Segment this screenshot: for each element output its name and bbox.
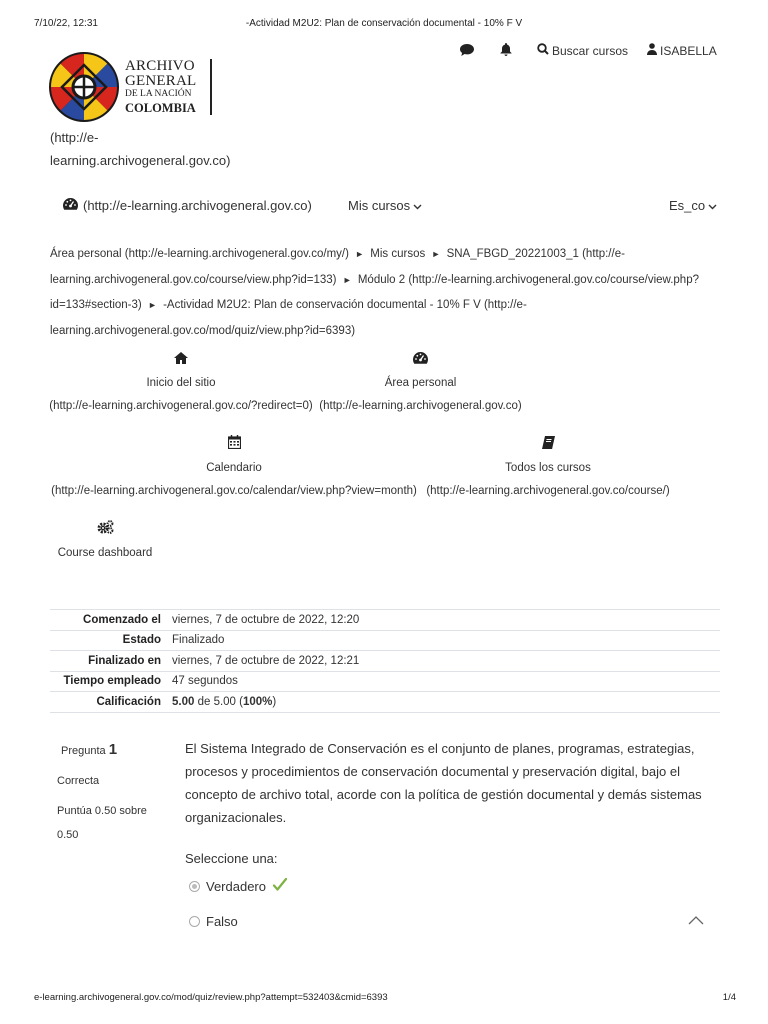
breadcrumb-item-mis-cursos[interactable]: Mis cursos [370, 248, 426, 260]
print-date: 7/10/22, 12:31 [34, 18, 98, 29]
chevron-down-icon [413, 198, 422, 213]
summary-value: 47 segundos [172, 675, 238, 688]
answer-option-verdadero[interactable] [189, 878, 287, 894]
logo-line-general: GENERAL [125, 73, 197, 89]
agn-logo[interactable] [48, 51, 218, 123]
grade-value [167, 692, 720, 713]
quicklink-personal-area[interactable] [318, 350, 523, 418]
logo-line-nacion: DE LA NACIÓN [125, 89, 192, 99]
correct-check-icon [273, 878, 287, 894]
question-status: Correcta [57, 775, 100, 787]
summary-label: Estado [122, 634, 161, 647]
table-row [50, 671, 720, 692]
question-info [57, 738, 157, 847]
grade-close: ) [272, 695, 277, 708]
quicklink-label: Calendario [206, 462, 262, 474]
user-name: ISABELLA [660, 43, 717, 58]
search-courses-link[interactable] [537, 43, 628, 58]
print-title: -Actividad M2U2: Plan de conservación documental - 10% F V [245, 18, 523, 29]
question-number [61, 738, 157, 763]
logo-line-archivo: ARCHIVO [125, 58, 195, 74]
question-number-value: 1 [108, 741, 118, 758]
breadcrumb-separator: ► [342, 274, 352, 285]
answer-label: Verdadero [206, 878, 266, 894]
quicklink-url: (http://e-learning.archivogeneral.gov.co/course/) [426, 485, 670, 497]
tachometer-icon [318, 350, 523, 368]
quicklink-label: Course dashboard [57, 547, 153, 559]
dashboard-link[interactable] [63, 198, 312, 213]
logo-divider [210, 59, 212, 115]
quicklink-label: Inicio del sitio [146, 377, 216, 389]
table-row [50, 692, 720, 713]
quicklink-site-home[interactable] [45, 350, 317, 418]
back-to-top-icon[interactable] [688, 914, 704, 928]
breadcrumb [50, 242, 720, 344]
table-row [50, 630, 720, 651]
breadcrumb-item-area-personal[interactable]: Área personal (http://e-learning.archivogeneral.gov.co/my/) [50, 248, 349, 260]
dashboard-link-label: (http://e-learning.archivogeneral.gov.co) [83, 198, 312, 213]
quicklink-course-dashboard[interactable] [55, 520, 155, 565]
calendar-icon [45, 435, 423, 453]
book-icon [423, 435, 673, 453]
question-text: El Sistema Integrado de Conservación es el conjunto de planes, programas, estrategias, procesos y procedimientos de conservación documental y preservación digital, bajo el concepto de archivo total, acorde con la política de gestión documental y demás sistemas organizacionales. [185, 741, 702, 825]
summary-value: Finalizado [172, 634, 225, 647]
home-icon [45, 350, 317, 368]
user-menu[interactable] [647, 43, 717, 58]
summary-label: Calificación [96, 695, 161, 708]
table-row [50, 651, 720, 672]
summary-value: viernes, 7 de octubre de 2022, 12:21 [172, 654, 360, 667]
breadcrumb-separator: ► [355, 249, 365, 259]
quicklink-label: Área personal [384, 377, 457, 389]
grade-score: 5.00 [172, 695, 195, 708]
agn-logo-text [125, 59, 196, 114]
cogs-icon [55, 520, 155, 538]
grade-of: de 5.00 ( [194, 695, 243, 708]
attempt-summary-table [50, 609, 720, 713]
grade-percent: 100% [242, 695, 273, 708]
chevron-down-icon [708, 198, 717, 213]
quicklink-url: (http://e-learning.archivogeneral.gov.co/?redirect=0) [49, 400, 313, 412]
breadcrumb-separator: ► [147, 300, 157, 310]
summary-value: viernes, 7 de octubre de 2022, 12:20 [172, 613, 360, 626]
radio-button[interactable] [189, 916, 200, 927]
breadcrumb-item-course[interactable]: SNA_FBGD_20221003_1 (http://e-learning.archivogeneral.gov.co/course/view.php?id=133) [50, 248, 625, 286]
table-row [50, 610, 720, 631]
language-dropdown[interactable] [669, 198, 717, 213]
summary-label: Finalizado en [88, 654, 161, 667]
print-page-number: 1/4 [722, 992, 736, 1003]
quicklink-url: (http://e-learning.archivogeneral.gov.co/calendar/view.php?view=month) [51, 485, 417, 497]
logo-line-colombia: COLOMBIA [125, 100, 196, 115]
my-courses-dropdown[interactable] [348, 198, 422, 213]
print-url: e-learning.archivogeneral.gov.co/mod/quiz/review.php?attempt=532403&cmid=6393 [34, 992, 388, 1003]
question-prompt: Seleccione una: [185, 851, 278, 866]
answer-option-falso[interactable] [189, 914, 238, 929]
breadcrumb-item-module[interactable]: Módulo 2 (http://e-learning.archivogeneral.gov.co/course/view.php?id=133#section-3) [50, 273, 699, 311]
language-label: Es_co [669, 198, 706, 213]
quicklink-label: Todos los cursos [505, 462, 591, 474]
question-label: Pregunta [61, 745, 106, 757]
answer-label: Falso [206, 914, 238, 929]
radio-button[interactable] [189, 881, 200, 892]
user-icon [647, 43, 657, 58]
summary-label: Comenzado el [83, 613, 161, 626]
quicklink-calendar[interactable] [45, 435, 423, 503]
breadcrumb-separator: ► [431, 249, 441, 259]
breadcrumb-item-activity[interactable]: -Actividad M2U2: Plan de conservación documental - 10% F V (http://e-learning.archivogeneral.gov.co/mod/quiz/view.php?id=6393) [50, 299, 527, 337]
search-icon [537, 43, 549, 58]
search-courses-label: Buscar cursos [552, 43, 629, 58]
messages-icon[interactable] [460, 44, 474, 59]
notifications-bell-icon[interactable] [500, 43, 512, 59]
my-courses-label: Mis cursos [348, 198, 411, 213]
agn-logo-emblem [48, 51, 120, 123]
question-points: Puntúa 0.50 sobre 0.50 [57, 805, 147, 841]
logo-url-link[interactable]: (http://e-learning.archivogeneral.gov.co) [50, 130, 231, 168]
tachometer-icon [63, 198, 78, 213]
quicklink-url: (http://e-learning.archivogeneral.gov.co) [319, 400, 522, 412]
quicklink-all-courses[interactable] [423, 435, 673, 503]
summary-label: Tiempo empleado [63, 675, 161, 688]
